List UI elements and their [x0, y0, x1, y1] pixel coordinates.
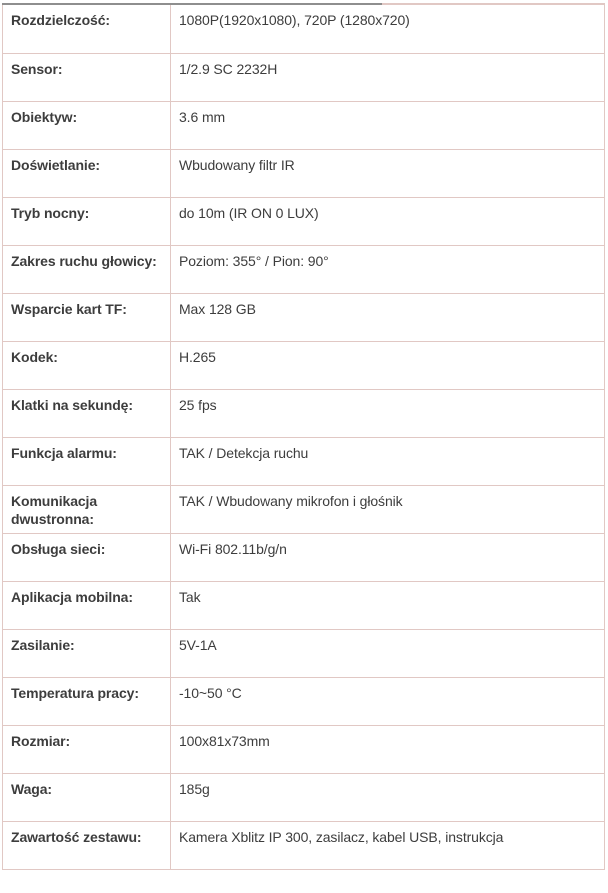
spec-label: Tryb nocny:	[3, 197, 171, 245]
spec-label: Aplikacja mobilna:	[3, 581, 171, 629]
spec-label: Obsługa sieci:	[3, 533, 171, 581]
spec-label: Funkcja alarmu:	[3, 437, 171, 485]
spec-label: Doświetlanie:	[3, 149, 171, 197]
table-row	[3, 581, 605, 629]
spec-value: 1/2.9 SC 2232H	[171, 53, 605, 101]
spec-value: do 10m (IR ON 0 LUX)	[171, 197, 605, 245]
spec-label: Zasilanie:	[3, 629, 171, 677]
spec-table-body	[3, 5, 605, 869]
spec-table-wrapper	[2, 3, 605, 870]
spec-value: H.265	[171, 341, 605, 389]
table-row	[3, 437, 605, 485]
spec-value: Max 128 GB	[171, 293, 605, 341]
spec-label: Komunikacja dwustronna:	[3, 485, 171, 533]
table-row	[3, 5, 605, 53]
table-row	[3, 341, 605, 389]
table-row	[3, 485, 605, 533]
spec-label: Obiektyw:	[3, 101, 171, 149]
spec-value: Wbudowany filtr IR	[171, 149, 605, 197]
spec-value: 3.6 mm	[171, 101, 605, 149]
spec-value: Tak	[171, 581, 605, 629]
table-row	[3, 197, 605, 245]
spec-value: 1080P(1920x1080), 720P (1280x720)	[171, 5, 605, 53]
spec-label: Kodek:	[3, 341, 171, 389]
table-row	[3, 389, 605, 437]
table-row	[3, 245, 605, 293]
table-row	[3, 629, 605, 677]
spec-value: -10~50 °C	[171, 677, 605, 725]
spec-value: 25 fps	[171, 389, 605, 437]
table-row	[3, 725, 605, 773]
spec-value: TAK / Wbudowany mikrofon i głośnik	[171, 485, 605, 533]
table-row	[3, 533, 605, 581]
spec-label: Rozdzielczość:	[3, 5, 171, 53]
table-row	[3, 101, 605, 149]
spec-label: Wsparcie kart TF:	[3, 293, 171, 341]
table-row	[3, 773, 605, 821]
spec-label: Sensor:	[3, 53, 171, 101]
spec-label: Temperatura pracy:	[3, 677, 171, 725]
table-row	[3, 677, 605, 725]
table-row	[3, 53, 605, 101]
spec-value: Wi-Fi 802.11b/g/n	[171, 533, 605, 581]
spec-label: Klatki na sekundę:	[3, 389, 171, 437]
spec-value: 5V-1A	[171, 629, 605, 677]
spec-value: Kamera Xblitz IP 300, zasilacz, kabel USB, instrukcja	[171, 821, 605, 869]
spec-label: Zakres ruchu głowicy:	[3, 245, 171, 293]
spec-label: Waga:	[3, 773, 171, 821]
spec-label: Zawartość zestawu:	[3, 821, 171, 869]
table-row	[3, 149, 605, 197]
table-row	[3, 821, 605, 869]
spec-value: TAK / Detekcja ruchu	[171, 437, 605, 485]
spec-value: 185g	[171, 773, 605, 821]
table-row	[3, 293, 605, 341]
spec-value: 100x81x73mm	[171, 725, 605, 773]
spec-label: Rozmiar:	[3, 725, 171, 773]
spec-value: Poziom: 355° / Pion: 90°	[171, 245, 605, 293]
spec-table	[2, 5, 605, 870]
